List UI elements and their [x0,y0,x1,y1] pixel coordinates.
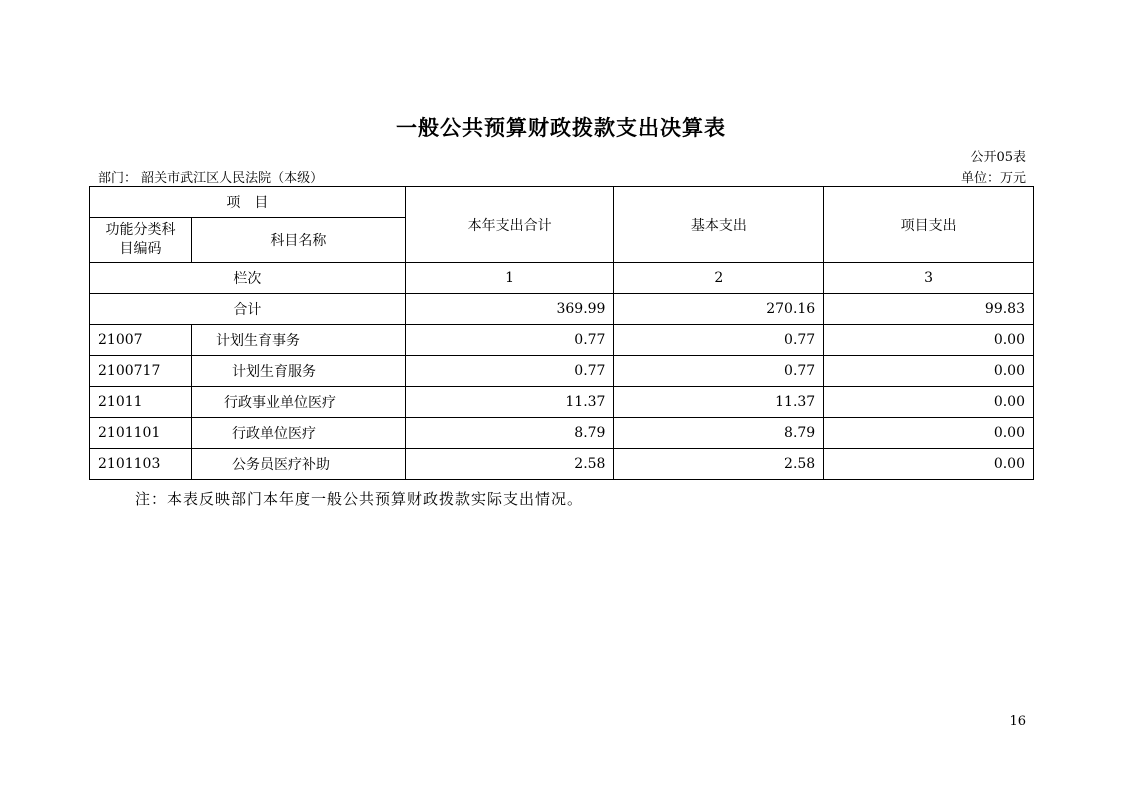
department-label: 部门： [98,171,138,186]
row-project: 0.00 [824,325,1034,356]
table-row [90,449,1034,480]
row-total: 8.79 [405,418,614,449]
row-code: 2101103 [90,449,192,480]
header-item: 项 目 [90,187,406,218]
budget-table [89,186,1034,480]
row-name: 计划生育服务 [191,356,405,387]
header-row-1 [90,187,1034,218]
row-total: 11.37 [405,387,614,418]
page-title: 一般公共预算财政拨款支出决算表 [396,116,726,140]
form-number: 公开05表 [970,150,1026,165]
row-name: 行政单位医疗 [191,418,405,449]
department-name: 韶关市武江区人民法院（本级） [141,171,324,186]
table-row [90,325,1034,356]
row-project: 0.00 [824,387,1034,418]
unit-label: 单位：万元 [960,171,1026,186]
totals-label: 合计 [90,294,406,325]
table-row [90,418,1034,449]
row-total: 0.77 [405,325,614,356]
header-project: 项目支出 [824,187,1034,263]
row-name: 公务员医疗补助 [191,449,405,480]
totals-total: 369.99 [405,294,614,325]
totals-basic: 270.16 [614,294,824,325]
column-number-row [90,263,1034,294]
row-basic: 0.77 [614,356,824,387]
row-project: 0.00 [824,356,1034,387]
table-row [90,356,1034,387]
header-basic: 基本支出 [614,187,824,263]
department-line [98,167,323,186]
row-project: 0.00 [824,418,1034,449]
row-basic: 0.77 [614,325,824,356]
row-total: 2.58 [405,449,614,480]
totals-project: 99.83 [824,294,1034,325]
header-total: 本年支出合计 [405,187,614,263]
column-number-2: 2 [614,263,824,294]
row-name: 计划生育事务 [191,325,405,356]
table-row [90,387,1034,418]
row-code: 2100717 [90,356,192,387]
row-code: 21007 [90,325,192,356]
row-basic: 2.58 [614,449,824,480]
column-number-1: 1 [405,263,614,294]
row-project: 0.00 [824,449,1034,480]
totals-row [90,294,1034,325]
row-basic: 8.79 [614,418,824,449]
row-basic: 11.37 [614,387,824,418]
row-total: 0.77 [405,356,614,387]
row-name: 行政事业单位医疗 [191,387,405,418]
row-code: 2101101 [90,418,192,449]
header-name: 科目名称 [191,218,405,263]
column-label: 栏次 [90,263,406,294]
row-code: 21011 [90,387,192,418]
table-note: 注：本表反映部门本年度一般公共预算财政拨款实际支出情况。 [135,490,584,508]
column-number-3: 3 [824,263,1034,294]
header-code: 功能分类科目编码 [90,218,192,263]
page-number: 16 [1009,714,1026,729]
